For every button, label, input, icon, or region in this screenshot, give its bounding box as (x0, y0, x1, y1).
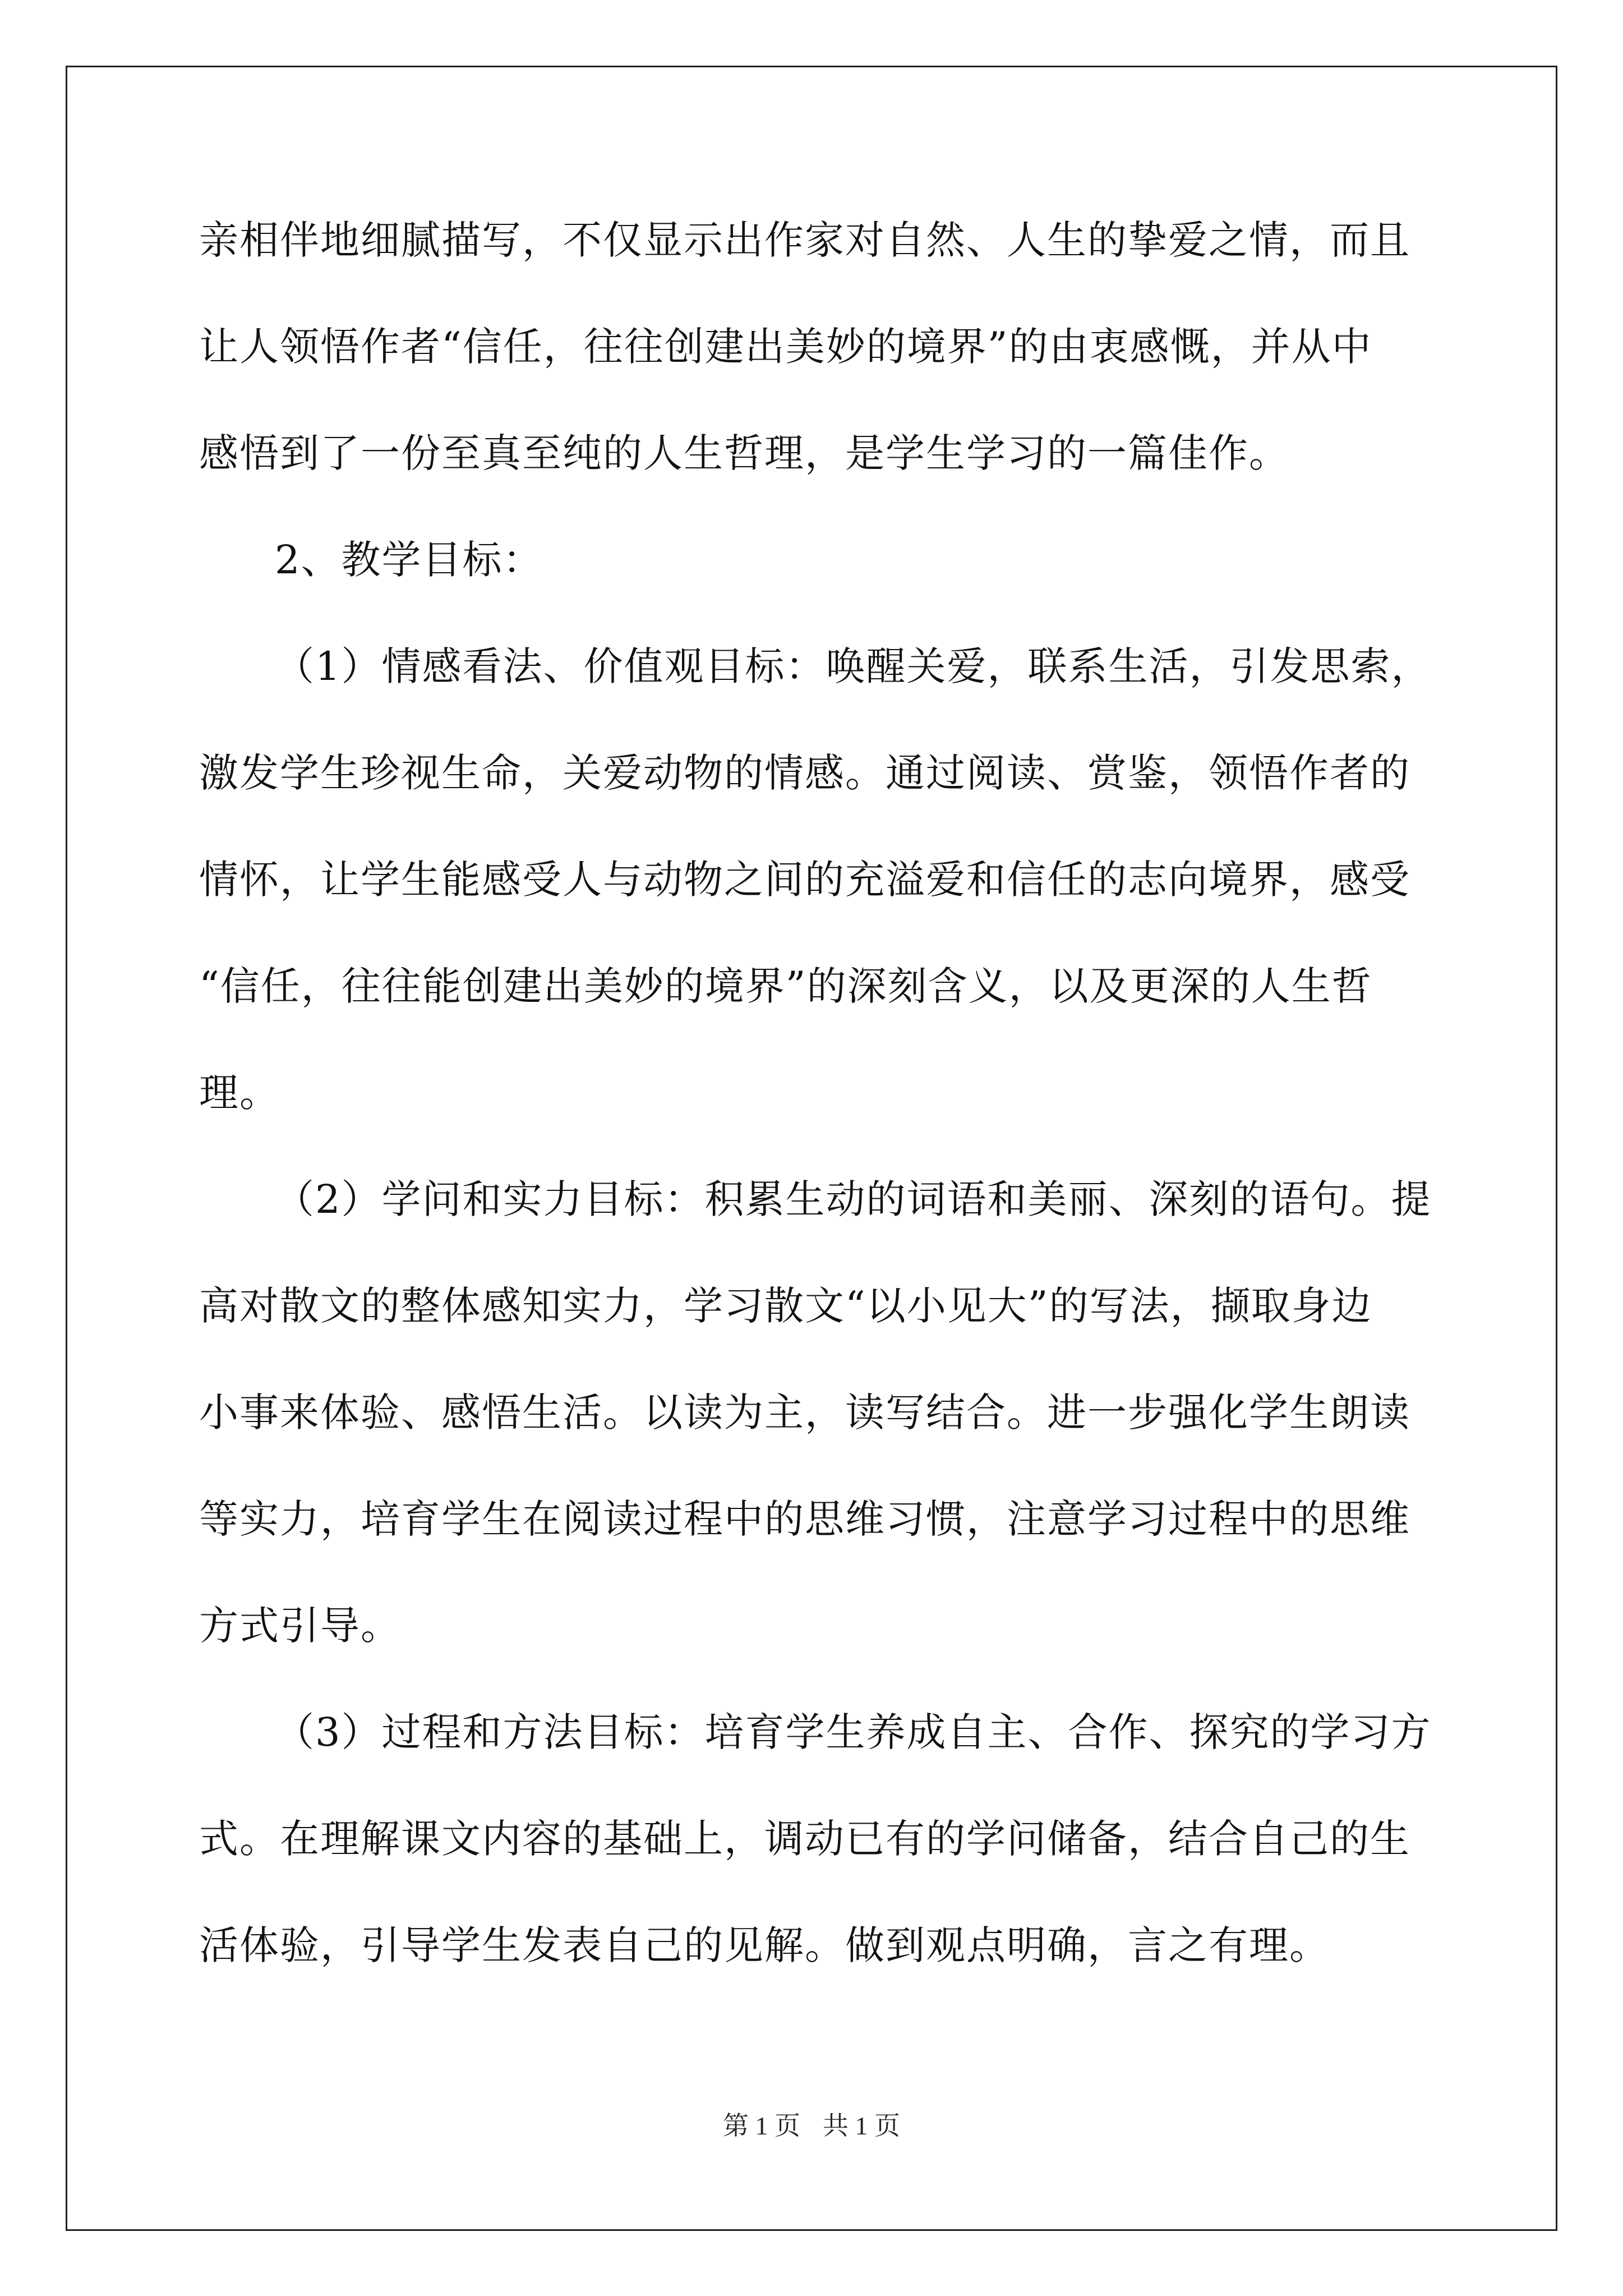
body-text-line: 理。 (199, 1070, 280, 1116)
body-text-line: 亲相伴地细腻描写，不仅显示出作家对自然、人生的挚爱之情，而且 (199, 217, 1410, 263)
body-text-line: 活体验，引导学生发表自己的见解。做到观点明确，言之有理。 (199, 1922, 1330, 1968)
body-text-line: 激发学生珍视生命，关爱动物的情感。通过阅读、赏鉴，领悟作者的 (199, 750, 1410, 796)
section-heading: 2、教学目标： (275, 537, 543, 583)
body-text-line: （3）过程和方法目标：培育学生养成自主、合作、探究的学习方 (275, 1709, 1432, 1755)
body-text-line: 高对散文的整体感知实力，学习散文“以小见大”的写法，撷取身边 (199, 1283, 1372, 1329)
document-body (199, 213, 1433, 2025)
body-text-line: （2）学问和实力目标：积累生动的词语和美丽、深刻的语句。提 (275, 1176, 1432, 1222)
body-text-line: 感悟到了一份至真至纯的人生哲理，是学生学习的一篇佳作。 (199, 430, 1289, 476)
body-text-line: 等实力，培育学生在阅读过程中的思维习惯，注意学习过程中的思维 (199, 1496, 1410, 1542)
page-number: 第 1 页 (723, 2111, 800, 2140)
body-text-line: （1）情感看法、价值观目标：唤醒关爱，联系生活，引发思索， (275, 643, 1432, 689)
body-text-line: 情怀，让学生能感受人与动物之间的充溢爱和信任的志向境界，感受 (199, 857, 1410, 903)
page-footer (0, 2109, 1623, 2143)
body-text-line: 方式引导。 (199, 1603, 401, 1649)
body-text-line: 小事来体验、感悟生活。以读为主，读写结合。进一步强化学生朗读 (199, 1389, 1410, 1435)
total-pages: 共 1 页 (823, 2111, 900, 2140)
body-text-line: “信任，往往能创建出美妙的境界”的深刻含义，以及更深的人生哲 (199, 963, 1372, 1009)
body-text-line: 让人领悟作者“信任，往往创建出美妙的境界”的由衷感慨，并从中 (199, 324, 1372, 370)
body-text-line: 式。在理解课文内容的基础上，调动已有的学问储备，结合自己的生 (199, 1816, 1410, 1862)
